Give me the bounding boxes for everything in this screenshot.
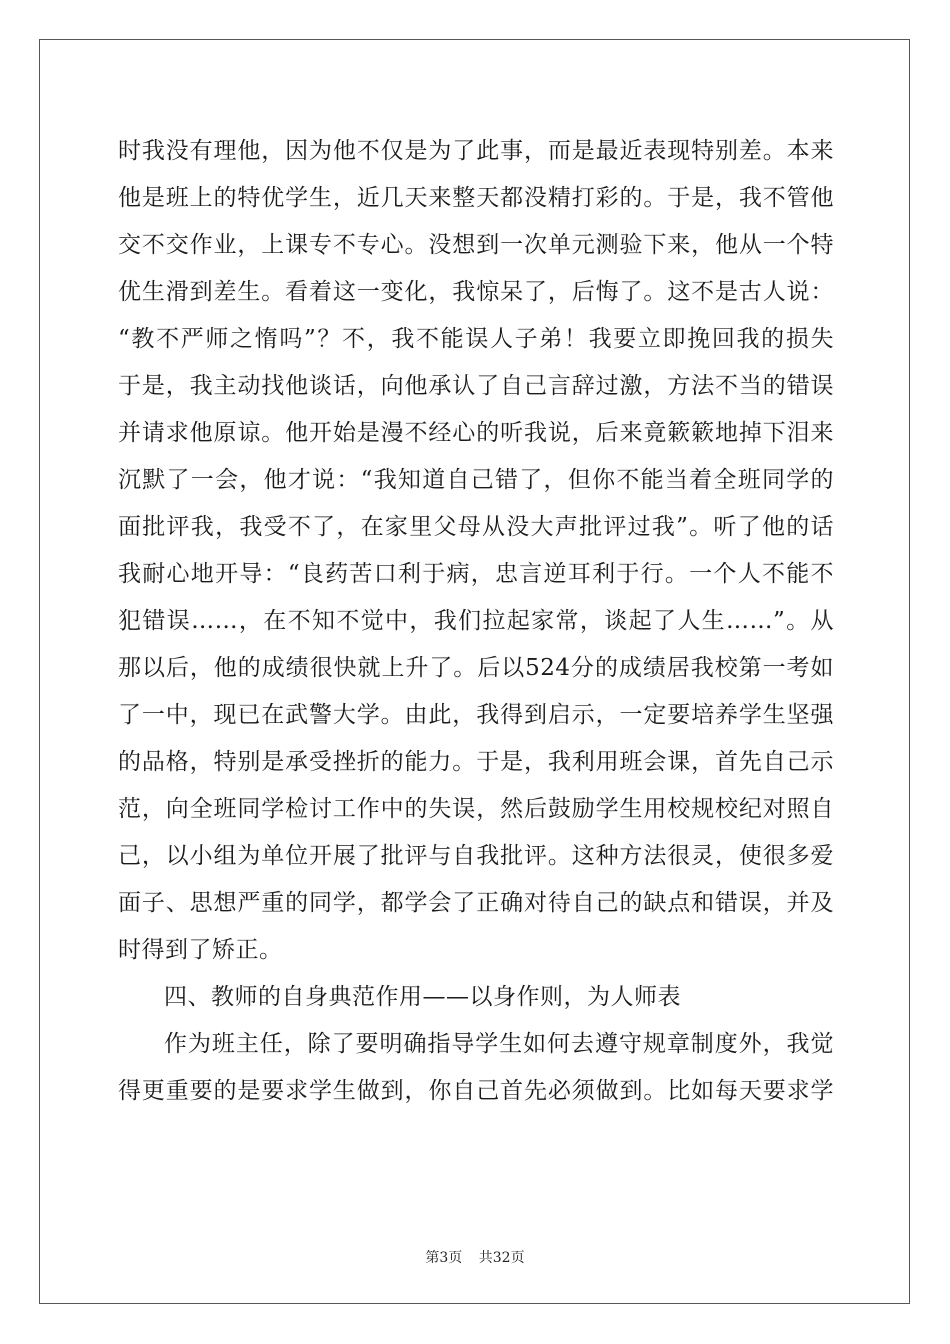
text-line: 作为班主任，除了要明确指导学生如何去遵守规章制度外，我觉 <box>164 1031 834 1057</box>
text-line: “教不严师之惰吗”？不，我不能误人子弟！我要立即挽回我的损失 <box>118 326 834 352</box>
text-line: 的品格，特别是承受挫折的能力。于是，我利用班会课，首先自己示 <box>118 749 834 775</box>
text-line: 于是，我主动找他谈话，向他承认了自己言辞过激，方法不当的错误 <box>118 373 834 399</box>
text-line: 面批评我，我受不了，在家里父母从没大声批评过我”。听了他的话 <box>118 514 834 540</box>
text-line: 得更重要的是要求学生做到，你自己首先必须做到。比如每天要求学 <box>118 1078 834 1104</box>
text-line: 己，以小组为单位开展了批评与自我批评。这种方法很灵，使很多爱 <box>118 843 834 869</box>
text-line: 了一中，现已在武警大学。由此，我得到启示，一定要培养学生坚强 <box>118 702 834 728</box>
text-line: 犯错误……，在不知不觉中，我们拉起家常，谈起了人生……”。从 <box>118 608 834 634</box>
document-body <box>118 128 834 1115</box>
text-line: 时得到了矫正。 <box>118 937 283 963</box>
section-heading: 四、教师的自身典范作用——以身作则，为人师表 <box>164 984 681 1010</box>
text-line: 优生滑到差生。看着这一变化，我惊呆了，后悔了。这不是古人说： <box>118 279 834 305</box>
page-number: 第3页 <box>425 1250 463 1266</box>
text-line: 面子、思想严重的同学，都学会了正确对待自己的缺点和错误，并及 <box>118 890 834 916</box>
text-line: 交不交作业，上课专不专心。没想到一次单元测验下来，他从一个特 <box>118 232 834 258</box>
page-footer <box>0 1247 950 1267</box>
page-total: 共32页 <box>478 1250 525 1266</box>
text-line: 范，向全班同学检讨工作中的失误，然后鼓励学生用校规校纪对照自 <box>118 796 834 822</box>
text-line: 我耐心地开导：“良药苦口利于病，忠言逆耳利于行。一个人不能不 <box>118 561 834 587</box>
text-line: 时我没有理他，因为他不仅是为了此事，而是最近表现特别差。本来 <box>118 138 834 164</box>
text-line: 那以后，他的成绩很快就上升了。后以524分的成绩居我校第一考如 <box>118 655 834 681</box>
text-line: 并请求他原谅。他开始是漫不经心的听我说，后来竟簌簌地掉下泪来 <box>118 420 834 446</box>
text-line: 他是班上的特优学生，近几天来整天都没精打彩的。于是，我不管他 <box>118 185 834 211</box>
text-line: 沉默了一会，他才说：“我知道自己错了，但你不能当着全班同学的 <box>118 467 834 493</box>
